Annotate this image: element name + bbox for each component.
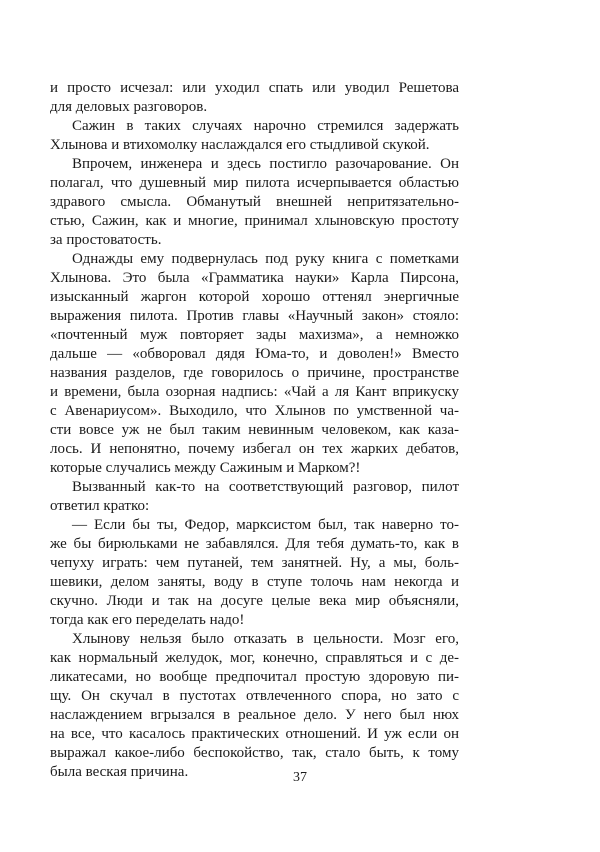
text-line: выражал какое-либо беспокойство, так, стало быть, к тому bbox=[50, 745, 459, 761]
text-line: Впрочем, инженера и здесь постигло разочарование. Он bbox=[72, 156, 459, 172]
text-line: Хлынову нельзя было отказать в цельности. Мозг его, bbox=[72, 631, 459, 647]
text-line: наслаждением вгрызался в реальное дело. У него был нюх bbox=[50, 707, 459, 723]
text-line: на все, что касалось практических отношений. И уж если он bbox=[50, 726, 459, 742]
text-line: изысканный жаргон которой хорошо оттенял энергичные bbox=[50, 289, 459, 305]
text-line: же бы бирюльками не забавлялся. Для тебя думать-то, как в bbox=[50, 536, 459, 552]
text-line: с Авенариусом». Выходило, что Хлынов по умственной ча- bbox=[50, 403, 459, 419]
text-line: была веская причина. bbox=[50, 764, 189, 780]
page-text bbox=[50, 79, 459, 782]
text-line: дальше — «обворовал дядя Юма-то, и доволен!» Вместо bbox=[50, 346, 459, 362]
text-line: лось. И непонятно, почему избегал он тех жарких дебатов, bbox=[50, 441, 459, 457]
text-line: чепуху играть: чем путаней, тем занятней. Ну, а мы, боль- bbox=[50, 555, 459, 571]
text-line: ответил кратко: bbox=[50, 498, 150, 514]
text-line: сти вовсе уж не был таким невинным человеком, как каза- bbox=[50, 422, 459, 438]
text-line: которые случались между Сажиным и Марком?! bbox=[50, 460, 361, 476]
text-line: тогда как его переделать надо! bbox=[50, 612, 245, 628]
text-line: Однажды ему подвернулась под руку книга с пометками bbox=[72, 251, 459, 267]
text-line: названия разделов, где говорилось о причине, пространстве bbox=[50, 365, 459, 381]
text-line: и времени, была озорная надпись: «Чай а ля Кант вприкуску bbox=[50, 384, 459, 400]
text-line: стью, Сажин, как и многие, принимал хлыновскую простоту bbox=[50, 213, 459, 229]
text-line: — Если бы ты, Федор, марксистом был, так наверно то- bbox=[72, 517, 459, 533]
page-number: 37 bbox=[293, 770, 307, 785]
text-line: шевики, делом заняты, воду в ступе толочь нам некогда и bbox=[50, 574, 459, 590]
text-line: Сажин в таких случаях нарочно стремился задержать bbox=[72, 118, 459, 134]
text-line: полагал, что душевный мир пилота исчерпывается областью bbox=[50, 175, 459, 191]
text-line: выражения пилота. Против главы «Научный закон» стояло: bbox=[50, 308, 459, 324]
text-line: Хлынова и втихомолку наслаждался его стыдливой скукой. bbox=[50, 137, 430, 153]
text-line: и просто исчезал: или уходил спать или уводил Решетова bbox=[50, 80, 459, 96]
text-line: как нормальный желудок, мог, конечно, справляться и с де- bbox=[50, 650, 459, 666]
text-line: здравого смысла. Обманутый внешней непритязательно- bbox=[50, 194, 459, 210]
text-line: щу. Он скучал в пустотах отвлеченного спора, но зато с bbox=[50, 688, 459, 704]
text-line: ликатесами, но вообще предпочитал простую здоровую пи- bbox=[50, 669, 459, 685]
text-line: «почтенный муж повторяет зады махизма», а немножко bbox=[50, 327, 459, 343]
text-line: Вызванный как-то на соответствующий разговор, пилот bbox=[72, 479, 459, 495]
text-line: за простоватость. bbox=[50, 232, 162, 248]
text-line: Хлынова. Это была «Грамматика науки» Карла Пирсона, bbox=[50, 270, 459, 286]
text-line: скучно. Люди и так на досуге целые века мир объясняли, bbox=[50, 593, 459, 609]
text-line: для деловых разговоров. bbox=[50, 99, 208, 115]
